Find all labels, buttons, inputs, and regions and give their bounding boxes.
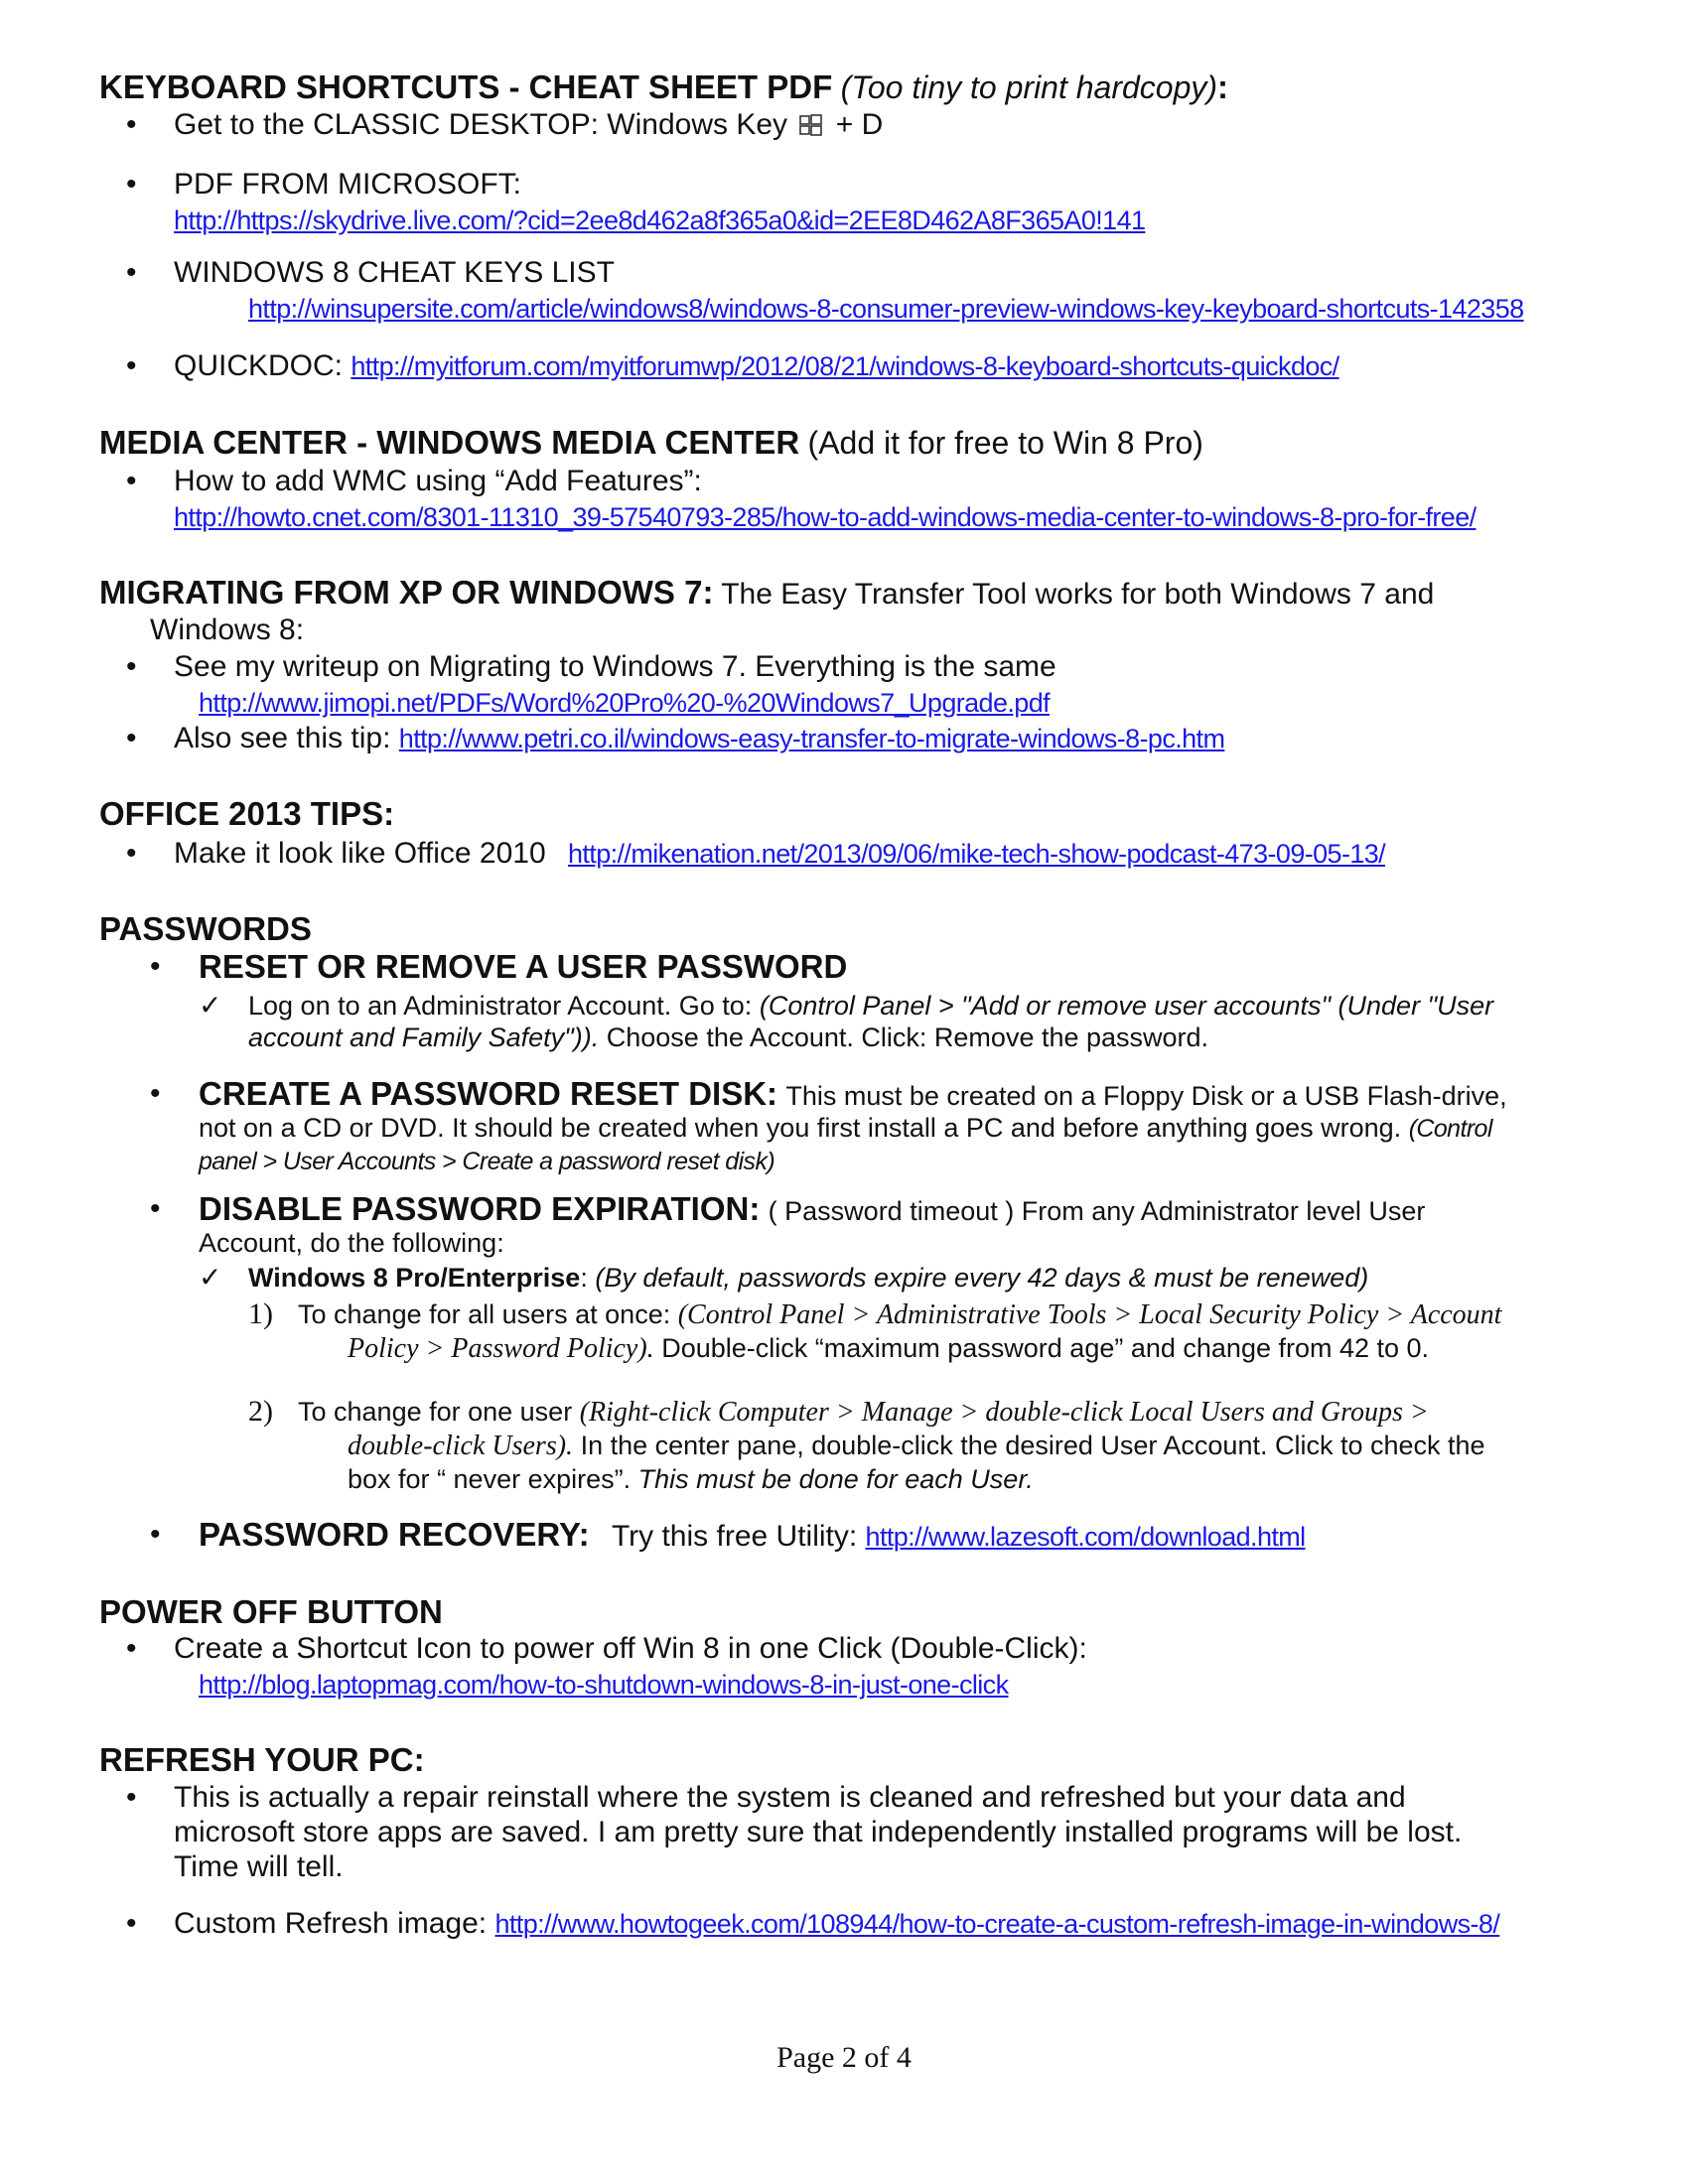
list-item-cont: Time will tell. — [174, 1850, 344, 1883]
bullet: • — [126, 465, 137, 497]
windows-key-icon — [799, 114, 823, 136]
subheading-disable-expiration: DISABLE PASSWORD EXPIRATION: ( Password timeout ) From any Administrator level User — [199, 1190, 1426, 1227]
link-winsupersite[interactable]: http://winsupersite.com/article/windows8/windows-8-consumer-preview-windows-key-keyboard-shortcuts-142358 — [248, 294, 1524, 324]
link-petri[interactable]: http://www.petri.co.il/windows-easy-transfer-to-migrate-windows-8-pc.htm — [398, 724, 1225, 753]
link-microsoft-pdf[interactable]: http://https://skydrive.live.com/?cid=2ee8d462a8f365a0&id=2EE8D462A8F365A0!141 — [174, 205, 1146, 235]
subheading-reset-disk: CREATE A PASSWORD RESET DISK: This must be created on a Floppy Disk or a USB Flash-drive, — [199, 1075, 1507, 1112]
link-quickdoc[interactable]: http://myitforum.com/myitforumwp/2012/08/21/windows-8-keyboard-shortcuts-quickdoc/ — [351, 351, 1339, 381]
bullet: • — [126, 108, 137, 141]
section-heading-passwords: PASSWORDS — [99, 910, 312, 947]
list-item: How to add WMC using “Add Features”: — [174, 465, 702, 497]
step-text-cont: double-click Users). In the center pane, double-click the desired User Account. Click to check the — [348, 1431, 1485, 1461]
checkmark-icon: ✓ — [199, 989, 222, 1022]
bullet: • — [126, 1632, 137, 1665]
list-item: Make it look like Office 2010 http://mikenation.net/2013/09/06/mike-tech-show-podcast-473-09-05-13/ — [174, 837, 1386, 870]
page-number: Page 2 of 4 — [776, 2041, 912, 2074]
bullet: • — [150, 1518, 161, 1551]
link-mikenation[interactable]: http://mikenation.net/2013/09/06/mike-tech-show-podcast-473-09-05-13/ — [567, 839, 1386, 869]
text-line: Account, do the following: — [199, 1228, 504, 1258]
step-text: To change for one user (Right-click Computer > Manage > double-click Local Users and Groups > — [298, 1397, 1429, 1428]
list-item: Custom Refresh image: http://www.howtogeek.com/108944/how-to-create-a-custom-refresh-image-in-windows-8/ — [174, 1907, 1500, 1940]
section-heading-power: POWER OFF BUTTON — [99, 1593, 443, 1630]
section-heading-migrating-cont: Windows 8: — [150, 614, 305, 646]
link-lazesoft[interactable]: http://www.lazesoft.com/download.html — [865, 1522, 1306, 1552]
step-text: To change for all users at once: (Control Panel > Administrative Tools > Local Security Policy > Account — [298, 1299, 1502, 1330]
step-number: 2) — [248, 1395, 273, 1428]
list-item: Also see this tip: http://www.petri.co.il/windows-easy-transfer-to-migrate-windows-8-pc.htm — [174, 722, 1225, 754]
step-text-cont: box for “ never expires”. This must be done for each User. — [348, 1464, 1034, 1494]
bullet: • — [126, 1907, 137, 1940]
list-item: This is actually a repair reinstall where the system is cleaned and refreshed but your data and — [174, 1781, 1406, 1814]
section-heading-shortcuts: KEYBOARD SHORTCUTS - CHEAT SHEET PDF (Too tiny to print hardcopy): — [99, 68, 1229, 105]
list-item: Create a Shortcut Icon to power off Win 8 in one Click (Double-Click): — [174, 1632, 1087, 1665]
bullet: • — [126, 837, 137, 870]
section-heading-office: OFFICE 2013 TIPS: — [99, 795, 395, 832]
section-heading-refresh: REFRESH YOUR PC: — [99, 1741, 425, 1778]
checkmark-icon: ✓ — [199, 1261, 222, 1294]
step-text-cont: Policy > Password Policy). Double-click “maximum password age” and change from 42 to 0. — [348, 1333, 1430, 1364]
bullet: • — [126, 349, 137, 382]
section-heading-media: MEDIA CENTER - WINDOWS MEDIA CENTER (Add it for free to Win 8 Pro) — [99, 424, 1203, 461]
bullet: • — [150, 1192, 161, 1225]
link-laptopmag[interactable]: http://blog.laptopmag.com/how-to-shutdown-windows-8-in-just-one-click — [199, 1670, 1009, 1700]
subheading-reset-password: RESET OR REMOVE A USER PASSWORD — [199, 948, 848, 985]
subheading-password-recovery: PASSWORD RECOVERY: Try this free Utility: http://www.lazesoft.com/download.html — [199, 1516, 1306, 1553]
link-jimopi[interactable]: http://www.jimopi.net/PDFs/Word%20Pro%20-%20Windows7_Upgrade.pdf — [199, 688, 1051, 718]
link-howtogeek[interactable]: http://www.howtogeek.com/108944/how-to-create-a-custom-refresh-image-in-windows-8/ — [494, 1909, 1500, 1939]
bullet: • — [150, 950, 161, 983]
link-cnet-wmc[interactable]: http://howto.cnet.com/8301-11310_39-57540793-285/how-to-add-windows-media-center-to-windows-8-pro-for-free/ — [174, 502, 1477, 532]
list-item: See my writeup on Migrating to Windows 7. Everything is the same — [174, 650, 1056, 683]
bullet: • — [126, 168, 137, 201]
section-heading-migrating: MIGRATING FROM XP OR WINDOWS 7: The Easy Transfer Tool works for both Windows 7 and — [99, 574, 1435, 611]
text-line: panel > User Accounts > Create a password reset disk) — [199, 1148, 775, 1175]
text-line: not on a CD or DVD. It should be created when you first install a PC and before anything goes wrong. (Control — [199, 1113, 1492, 1143]
bullet: • — [126, 722, 137, 754]
step-number: 1) — [248, 1297, 273, 1330]
list-item-cont: account and Family Safety")). Choose the Account. Click: Remove the password. — [248, 1023, 1209, 1052]
list-item: Get to the CLASSIC DESKTOP: Windows Key + D — [174, 108, 884, 141]
list-item: PDF FROM MICROSOFT: — [174, 168, 521, 201]
list-item: Windows 8 Pro/Enterprise: (By default, passwords expire every 42 days & must be renewed) — [248, 1263, 1369, 1293]
bullet: • — [126, 1781, 137, 1814]
bullet: • — [126, 650, 137, 683]
list-item-cont: microsoft store apps are saved. I am pretty sure that independently installed programs will be lost. — [174, 1816, 1463, 1848]
list-item: WINDOWS 8 CHEAT KEYS LIST — [174, 256, 615, 289]
bullet: • — [150, 1077, 161, 1110]
list-item: Log on to an Administrator Account. Go to: (Control Panel > "Add or remove user accounts" (Under "User — [248, 991, 1494, 1021]
list-item: QUICKDOC: http://myitforum.com/myitforumwp/2012/08/21/windows-8-keyboard-shortcuts-quickdoc/ — [174, 349, 1339, 382]
bullet: • — [126, 256, 137, 289]
